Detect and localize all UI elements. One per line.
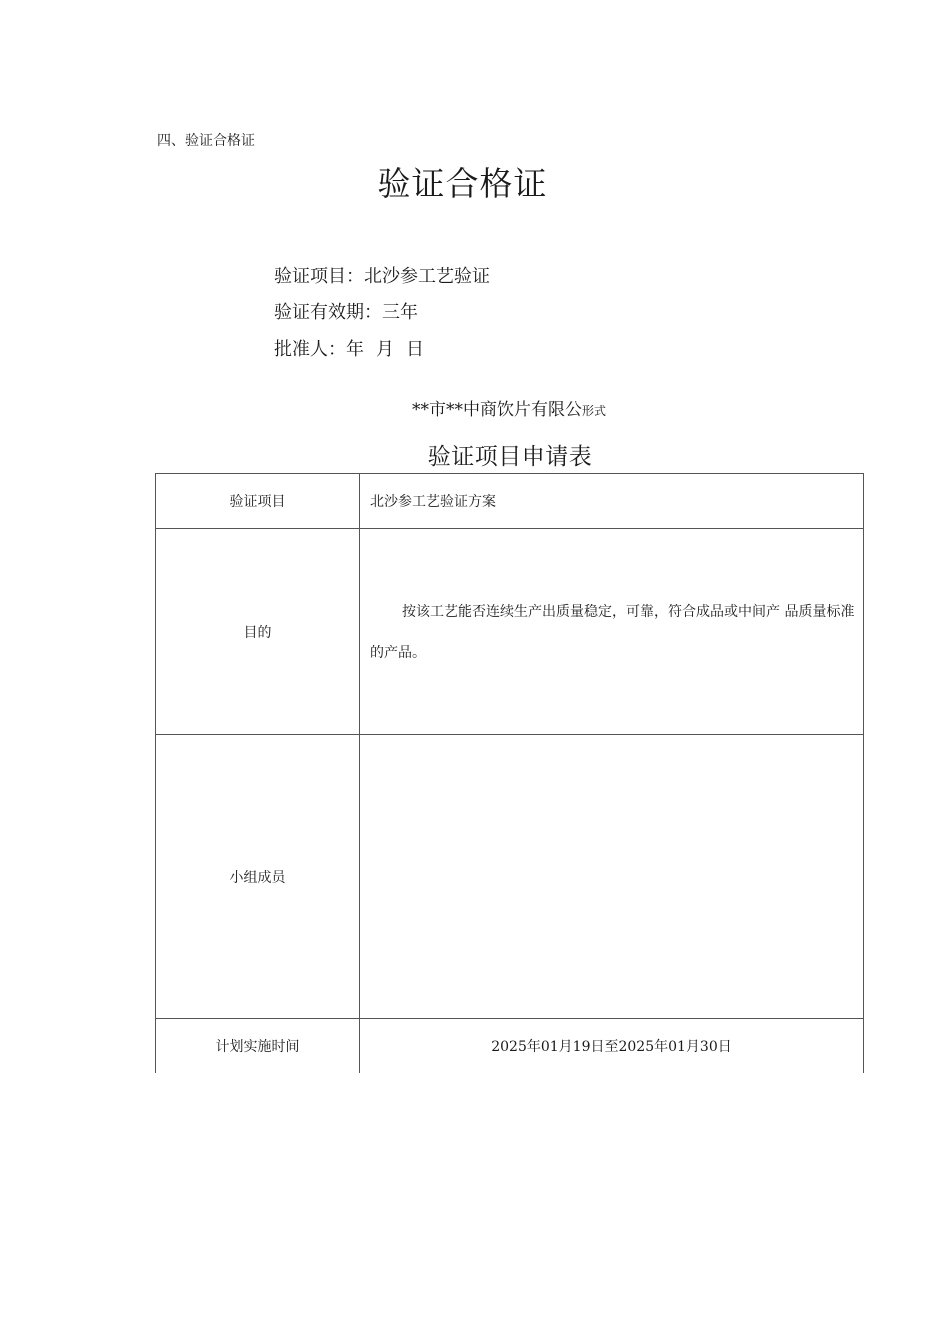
certificate-validity-line [274,298,418,324]
row-label-members: 小组成员 [156,735,360,1019]
certificate-validity-label: 验证有效期： [274,302,382,323]
row-label-schedule: 计划实施时间 [156,1019,360,1073]
approver-year: 年 [346,339,364,360]
company-name-line [0,395,950,420]
certificate-project-label: 验证项目： [274,266,364,287]
company-suffix: 形式 [581,404,606,418]
row-label-project: 验证项目 [156,474,360,529]
row-value-members [360,735,864,1019]
table-row [156,474,864,529]
certificate-project-line [274,262,490,288]
table-row [156,1019,864,1073]
row-label-purpose: 目的 [156,529,360,735]
approver-month: 月 [376,339,394,360]
certificate-project-value: 北沙参工艺验证 [364,266,490,287]
table-row [156,529,864,735]
section-heading: 四、验证合格证 [157,133,255,149]
certificate-approver-line [274,335,424,361]
application-form-table [155,473,864,1073]
certificate-title: 验证合格证 [377,164,548,203]
row-value-purpose-cell [360,529,864,735]
approver-day: 日 [406,339,424,360]
row-value-schedule: 2025年01月19日至2025年01月30日 [360,1019,864,1073]
table-row [156,735,864,1019]
certificate-approver-label: 批准人： [274,339,346,360]
certificate-validity-value: 三年 [382,302,418,323]
company-name: **市**中商饮片有限公 [411,400,582,420]
form-title: 验证项目申请表 [427,444,593,470]
row-value-project: 北沙参工艺验证方案 [360,474,864,529]
row-value-purpose: 按该工艺能否连续生产出质量稳定，可靠，符合成品或中间产 品质量标准的产品。 [370,603,855,661]
